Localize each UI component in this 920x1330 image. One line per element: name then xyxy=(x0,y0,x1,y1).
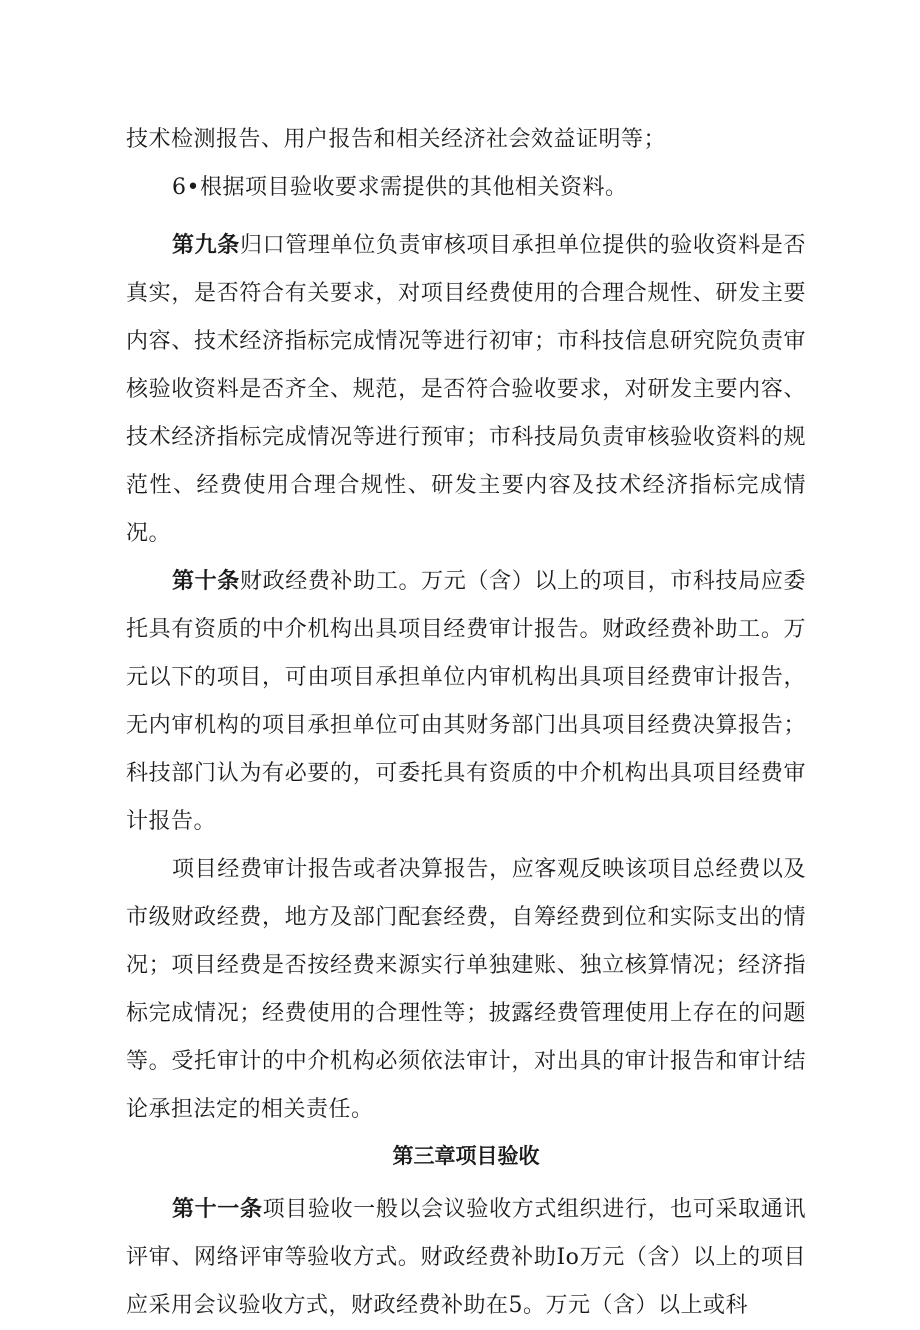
document-page xyxy=(126,116,806,1330)
list-item-6: 6•根据项目验收要求需提供的其他相关资料。 xyxy=(172,175,628,200)
article-10-label: 第十条 xyxy=(172,569,240,594)
spacer xyxy=(126,212,806,222)
chapter-title: 第三章项目验收 xyxy=(392,1144,540,1168)
article-11-text: 项目验收一般以会议验收方式组织进行，也可采取通讯评审、网络评审等验收方式。财政经费补助Io万元（含）以上的项目应采用会议验收方式，财政经费补助在5。万元（含）以上或科 xyxy=(126,1197,806,1318)
article-9-label: 第九条 xyxy=(172,233,240,258)
article-11 xyxy=(126,1186,806,1330)
paragraph-continuation: 技术检测报告、用户报告和相关经济社会效益证明等； xyxy=(126,127,667,152)
article-11-label: 第十一条 xyxy=(172,1197,263,1222)
article-10 xyxy=(126,558,806,846)
article-10-text: 财政经费补助工。万元（含）以上的项目，市科技局应委托具有资质的中介机构出具项目经费审计报告。财政经费补助工。万元以下的项目，可由项目承担单位内审机构出具项目经费审计报告，无内审机构的项目承担单位可由其财务部门出具项目经费决算报告；科技部门认为有必要的，可委托具有资质的中介机构出具项目经费审计报告。 xyxy=(126,569,806,834)
article-9 xyxy=(126,222,806,558)
article-9-text: 归口管理单位负责审核项目承担单位提供的验收资料是否真实，是否符合有关要求，对项目经费使用的合理合规性、研发主要内容、技术经济指标完成情况等进行初审；市科技信息研究院负责审核验收资料是否齐全、规范，是否符合验收要求，对研发主要内容、技术经济指标完成情况等进行预审；市科技局负责审核验收资料的规范性、经费使用合理合规性、研发主要内容及技术经济指标完成情况。 xyxy=(126,233,806,546)
audit-paragraph: 项目经费审计报告或者决算报告，应客观反映该项目总经费以及市级财政经费，地方及部门配套经费，自筹经费到位和实际支出的情况；项目经费是否按经费来源实行单独建账、独立核算情况；经济指标完成情况；经费使用的合理性等；披露经费管理使用上存在的问题等。受托审计的中介机构必须依法审计，对出具的审计报告和审计结论承担法定的相关责任。 xyxy=(126,857,806,1122)
